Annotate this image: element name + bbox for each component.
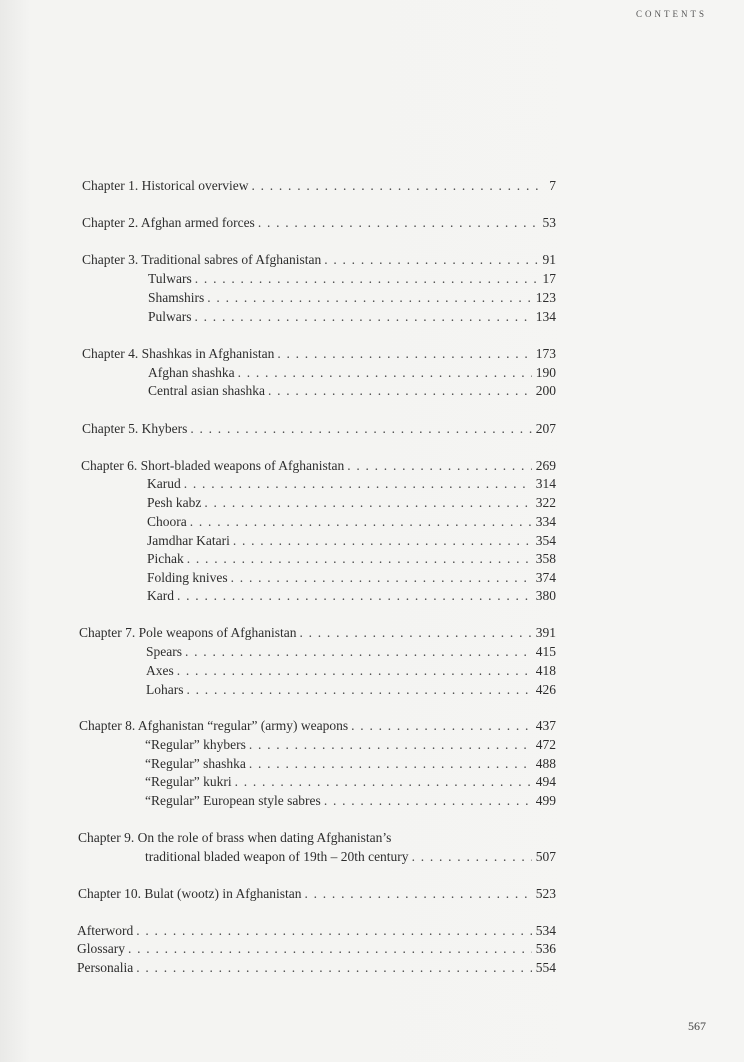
toc-subentry[interactable] [148,289,556,307]
toc-title: Chapter 6. Short-bladed weapons of Afghanistan [81,458,345,473]
toc-title: Chapter 7. Pole weapons of Afghanistan [79,625,297,640]
leader-dots [231,569,532,587]
toc-page-number: 207 [535,421,556,436]
leader-dots [195,270,539,288]
toc-title: Pesh kabz [147,495,202,510]
toc-subentry[interactable] [148,382,556,400]
toc-entry-chapter-9[interactable] [145,848,556,866]
toc-title: Shamshirs [148,290,205,305]
toc-subentry[interactable] [147,532,556,550]
leader-dots [187,681,532,699]
toc-page-number: 415 [535,644,556,659]
toc-page-number: 322 [535,495,556,510]
toc-subentry[interactable] [146,681,556,699]
toc-page-number: 354 [535,533,556,548]
toc-page-number: 91 [542,252,556,267]
toc-subentry[interactable] [148,364,556,382]
toc-title: Choora [147,514,187,529]
leader-dots [177,662,532,680]
toc-title: Kard [147,588,174,603]
leader-dots [128,940,532,958]
toc-title: Spears [146,644,182,659]
leader-dots [190,513,532,531]
toc-page-number: 380 [535,588,556,603]
toc-subentry[interactable] [147,513,556,531]
toc-page-number: 494 [535,774,556,789]
toc-page-number: 426 [535,682,556,697]
toc-title: “Regular” kukri [145,774,232,789]
toc-page-number: 190 [535,365,556,380]
leader-dots [177,587,532,605]
toc-entry-chapter-5[interactable] [82,420,556,438]
toc-subentry[interactable] [146,643,556,661]
leader-dots [204,494,531,512]
leader-dots [324,251,538,269]
leader-dots [195,308,532,326]
toc-page-number: 391 [535,625,556,640]
toc-subentry[interactable] [145,792,556,810]
toc-subentry[interactable] [148,270,556,288]
toc-entry-chapter-10[interactable] [78,885,556,903]
toc-title: Folding knives [147,570,228,585]
leader-dots [251,177,545,195]
toc-title: “Regular” khybers [145,737,246,752]
toc-subentry[interactable] [147,550,556,568]
leader-dots [233,532,532,550]
toc-title: Afghan shashka [148,365,235,380]
toc-title: Chapter 2. Afghan armed forces [82,215,255,230]
toc-title: Pichak [147,551,184,566]
toc-page-number: 437 [535,718,556,733]
toc-entry-personalia[interactable] [77,959,556,977]
toc-title: Afterword [77,923,134,938]
toc-title: Chapter 1. Historical overview [82,178,249,193]
leader-dots [238,364,532,382]
leader-dots [351,717,532,735]
toc-entry-chapter-7[interactable] [79,624,556,642]
toc-page-number: 523 [535,886,556,901]
leader-dots [190,420,531,438]
toc-title: traditional bladed weapon of 19th – 20th century [145,849,409,864]
toc-title: Tulwars [148,271,192,286]
toc-title: Central asian shashka [148,383,265,398]
toc-page-number: 17 [542,271,556,286]
leader-dots [277,345,531,363]
toc-title: Jamdhar Katari [147,533,230,548]
toc-entry-chapter-6[interactable] [81,457,556,475]
leader-dots [185,643,532,661]
toc-page-number: 358 [535,551,556,566]
toc-title: Chapter 4. Shashkas in Afghanistan [82,346,275,361]
leader-dots [136,922,532,940]
toc-page-number: 374 [535,570,556,585]
leader-dots [184,475,532,493]
leader-dots [249,736,532,754]
toc-subentry[interactable] [145,755,556,773]
toc-page-number: 334 [535,514,556,529]
toc-entry-glossary[interactable] [77,940,556,958]
leader-dots [258,214,539,232]
toc-subentry[interactable] [147,587,556,605]
toc-entry-chapter-3[interactable] [82,251,556,269]
toc-entry-chapter-2[interactable] [82,214,556,232]
leader-dots [347,457,532,475]
toc-page-number: 418 [535,663,556,678]
toc-page-number: 200 [535,383,556,398]
toc-title: “Regular” European style sabres [145,793,321,808]
toc-subentry[interactable] [147,475,556,493]
leader-dots [324,792,532,810]
toc-page-number: 507 [535,849,556,864]
leader-dots [304,885,531,903]
toc-title: Chapter 5. Khybers [82,421,188,436]
toc-title: Personalia [77,960,134,975]
leader-dots [136,959,532,977]
leader-dots [235,773,532,791]
toc-page-number: 173 [535,346,556,361]
toc-title: Glossary [77,941,125,956]
leader-dots [299,624,531,642]
toc-page-number: 534 [535,923,556,938]
toc-title: Axes [146,663,174,678]
toc-page-number: 123 [535,290,556,305]
toc-page-number: 488 [535,756,556,771]
toc-page-number: 554 [535,960,556,975]
toc-page-number: 472 [535,737,556,752]
toc-subentry[interactable] [145,773,556,791]
leader-dots [187,550,532,568]
toc-entry-chapter-1[interactable] [82,177,556,195]
toc-entry-chapter-9-line1[interactable]: Chapter 9. On the role of brass when dating Afghanistan’s [78,830,392,845]
toc-subentry[interactable] [148,308,556,326]
running-head: CONTENTS [636,9,707,19]
page-number: 567 [688,1019,706,1033]
leader-dots [249,755,532,773]
toc-page-number: 134 [535,309,556,324]
toc-title: Lohars [146,682,184,697]
toc-title: Karud [147,476,181,491]
leader-dots [207,289,531,307]
toc-title: Chapter 10. Bulat (wootz) in Afghanistan [78,886,302,901]
toc-subentry[interactable] [147,494,556,512]
leader-dots [268,382,532,400]
toc-page-number: 536 [535,941,556,956]
toc-page-number: 53 [542,215,556,230]
toc-subentry[interactable] [146,662,556,680]
toc-page-number: 314 [535,476,556,491]
toc-title: Chapter 3. Traditional sabres of Afghanistan [82,252,322,267]
toc-subentry[interactable] [145,736,556,754]
toc-entry-afterword[interactable] [77,922,556,940]
toc-page-number: 269 [535,458,556,473]
toc-page-number: 499 [535,793,556,808]
toc-entry-chapter-8[interactable] [79,717,556,735]
toc-title: Pulwars [148,309,192,324]
toc-entry-chapter-4[interactable] [82,345,556,363]
toc-page-number: 7 [549,178,556,193]
leader-dots [412,848,532,866]
toc-title: Chapter 8. Afghanistan “regular” (army) weapons [79,718,349,733]
toc-subentry[interactable] [147,569,556,587]
toc-title: “Regular” shashka [145,756,246,771]
